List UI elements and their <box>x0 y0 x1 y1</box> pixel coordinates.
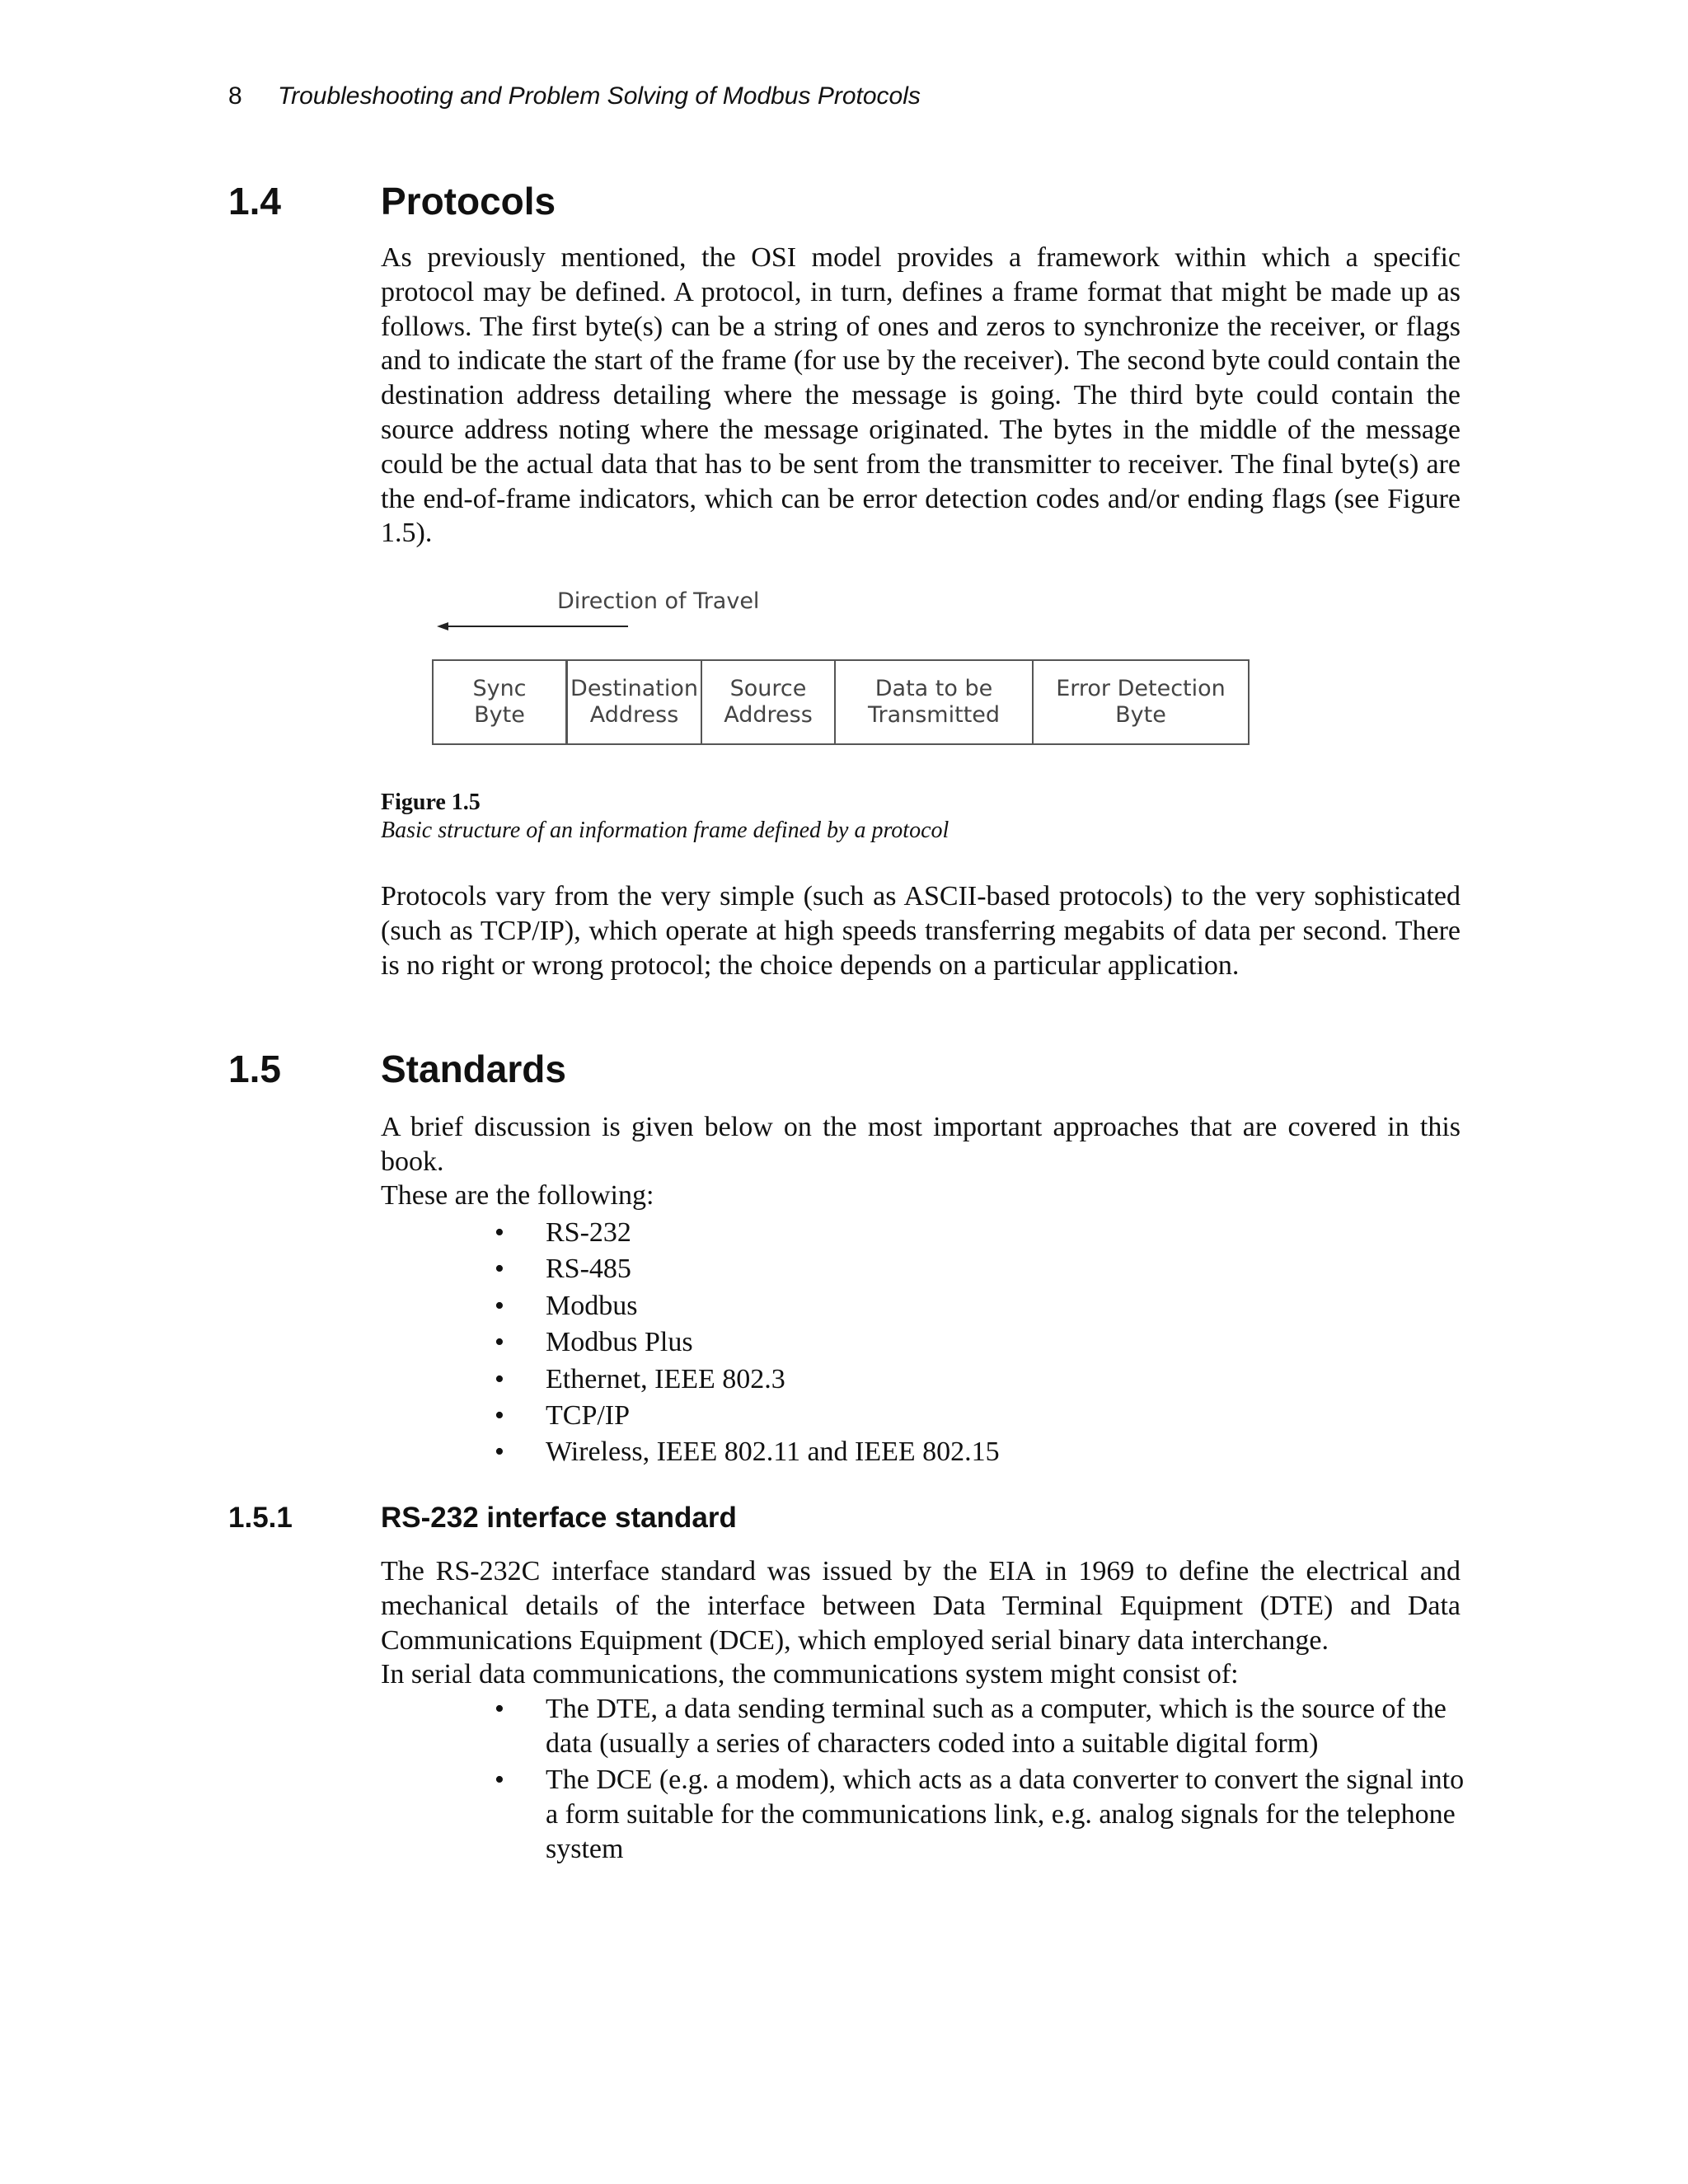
standards-intro: These are the following: <box>381 1180 654 1211</box>
running-title: Troubleshooting and Problem Solving of Modbus Protocols <box>278 82 921 110</box>
running-header <box>228 82 921 110</box>
bullet-icon: • <box>495 1436 504 1468</box>
list-item-text: The DTE, a data sending terminal such as a computer, which is the source of the data (usually a series of characters coded into a suitable digital form) <box>546 1694 1447 1759</box>
list-item-text: TCP/IP <box>546 1400 631 1432</box>
frame-structure-figure <box>429 577 1253 754</box>
section-number: 1.5 <box>228 1047 281 1090</box>
rs232-components-list <box>495 1692 1467 1868</box>
bullet-icon: • <box>495 1327 504 1358</box>
list-item-text: RS-232 <box>546 1217 631 1248</box>
bullet-icon: • <box>495 1217 504 1248</box>
frame-diagram <box>432 659 1250 745</box>
cell-line: Destination <box>570 676 698 701</box>
section-title: RS-232 interface standard <box>381 1502 737 1534</box>
cell-line: Address <box>589 702 679 728</box>
list-item <box>495 1398 1467 1434</box>
bullet-icon: • <box>495 1400 504 1432</box>
list-item <box>495 1434 1467 1470</box>
frame-cell-data <box>836 661 1034 743</box>
protocols-vary-paragraph: Protocols vary from the very simple (such as ASCII-based protocols) to the very sophisticated (such as TCP/IP), which operate at high speeds transferring megabits of data per second. There is no right or wrong protocol; the choice depends on a particular application. <box>381 881 1461 981</box>
direction-of-travel-label: Direction of Travel <box>557 588 760 614</box>
section-number: 1.4 <box>228 180 281 223</box>
frame-cell-destination <box>568 661 702 743</box>
list-item-text: Modbus <box>546 1290 638 1321</box>
cell-line: Byte <box>1115 702 1166 728</box>
standards-list <box>495 1215 1467 1471</box>
figure-caption-text: Basic structure of an information frame defined by a protocol <box>381 818 950 843</box>
list-item-text: Modbus Plus <box>546 1327 693 1358</box>
section-number: 1.5.1 <box>228 1502 293 1534</box>
list-item <box>495 1361 1467 1398</box>
cell-line: Data to be <box>874 676 993 701</box>
list-item <box>495 1692 1467 1761</box>
list-item-text: The DCE (e.g. a modem), which acts as a data converter to convert the signal into a form suitable for the communications link, e.g. analog signals for the telephone system <box>546 1765 1465 1864</box>
page-number: 8 <box>228 82 242 110</box>
cell-line: Error Detection <box>1056 676 1226 701</box>
frame-cell-error-detection <box>1034 661 1248 743</box>
rs232-intro: In serial data communications, the communications system might consist of: <box>381 1659 1239 1690</box>
cell-line: Byte <box>474 702 525 728</box>
left-arrow-icon <box>437 618 635 635</box>
list-item <box>495 1324 1467 1361</box>
bullet-icon: • <box>495 1694 504 1724</box>
frame-cell-source <box>702 661 836 743</box>
list-item <box>495 1215 1467 1251</box>
cell-line: Address <box>724 702 813 728</box>
figure-caption-title: Figure 1.5 <box>381 790 481 815</box>
rs232-paragraph: The RS-232C interface standard was issued by the EIA in 1969 to define the electrical and mechanical details of the interface between Data Terminal Equipment (DTE) and Data Communications Equipment (DCE), which employed serial binary data interchange. <box>381 1556 1461 1656</box>
section-title: Protocols <box>381 180 556 223</box>
list-item <box>495 1251 1467 1287</box>
list-item-text: Wireless, IEEE 802.11 and IEEE 802.15 <box>546 1436 1000 1468</box>
list-item <box>495 1763 1467 1867</box>
list-item <box>495 1288 1467 1324</box>
bullet-icon: • <box>495 1363 504 1394</box>
standards-paragraph: A brief discussion is given below on the most important approaches that are covered in this book. <box>381 1112 1461 1177</box>
cell-line: Transmitted <box>867 702 1001 728</box>
bullet-icon: • <box>495 1290 504 1321</box>
list-item-text: RS-485 <box>546 1254 631 1285</box>
section-title: Standards <box>381 1047 566 1090</box>
protocols-paragraph: As previously mentioned, the OSI model provides a framework within which a specific protocol may be defined. A protocol, in turn, defines a frame format that might be made up as follows. The first byte(s) can be a string of ones and zeros to synchronize the receiver, or flags and to indicate the start of the frame (for use by the receiver). The second byte could contain the destination address detailing where the message is going. The third byte could contain the source address noting where the message originated. The bytes in the middle of the message could be the actual data that has to be sent from the transmitter to receiver. The final byte(s) are the end-of-frame indicators, which can be error detection codes and/or ending flags (see Figure 1.5). <box>381 242 1461 549</box>
cell-line: Sync <box>472 676 527 701</box>
bullet-icon: • <box>495 1765 504 1795</box>
frame-cell-sync <box>434 661 568 743</box>
bullet-icon: • <box>495 1254 504 1285</box>
list-item-text: Ethernet, IEEE 802.3 <box>546 1363 785 1394</box>
cell-line: Source <box>729 676 807 701</box>
